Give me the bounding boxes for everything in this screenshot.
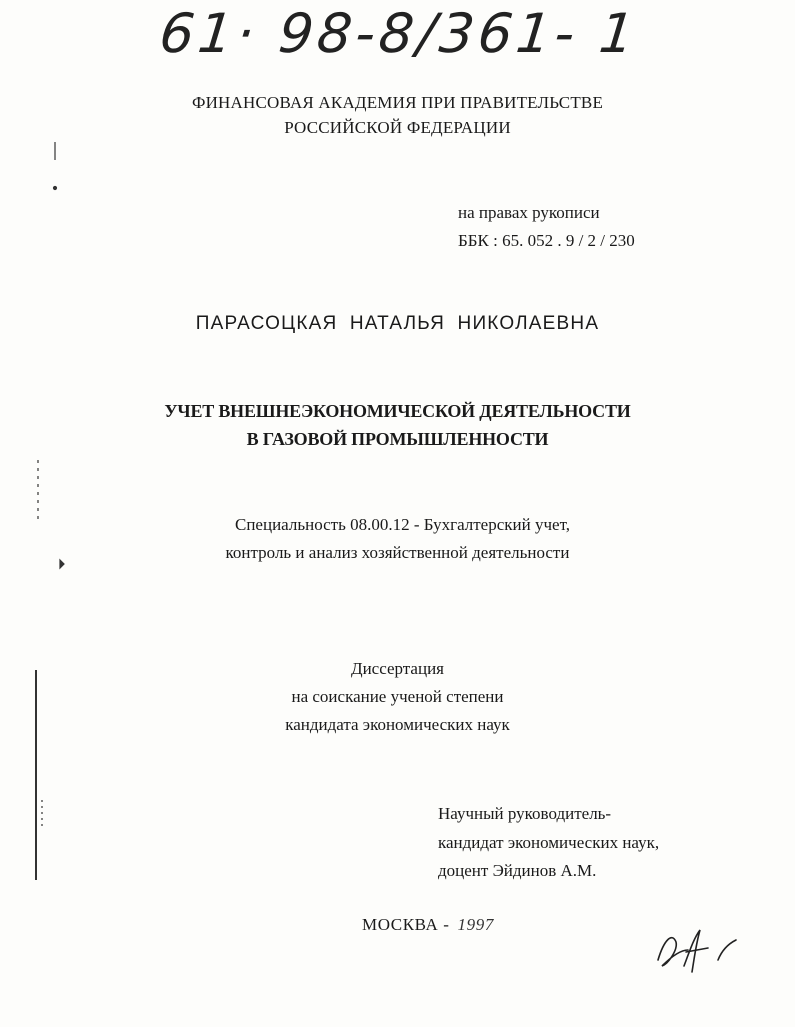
handwritten-catalog-number: 61· 98-8/361- 1 (156, 2, 642, 65)
specialty-block (0, 511, 795, 567)
bbk-code: ББК : 65. 052 . 9 / 2 / 230 (458, 231, 635, 250)
handwritten-signature (650, 920, 740, 980)
institution-line-2: РОССИЙСКОЙ ФЕДЕРАЦИИ (284, 118, 511, 137)
specialty-line-2: контроль и анализ хозяйственной деятельности (225, 543, 570, 562)
supervisor-role: Научный руководитель- (438, 804, 612, 823)
manuscript-rights-block (458, 199, 635, 255)
city: МОСКВА - (362, 915, 450, 934)
degree-line-2: на соискание ученой степени (291, 687, 504, 706)
supervisor-block (438, 800, 659, 886)
degree-line-1: Диссертация (350, 659, 444, 678)
specialty-line-1: Специальность 08.00.12 - Бухгалтерский учет, (235, 515, 570, 534)
city-year (362, 915, 494, 935)
dissertation-title (0, 397, 795, 453)
title-line-1: УЧЕТ ВНЕШНЕЭКОНОМИЧЕСКОЙ ДЕЯТЕЛЬНОСТИ (164, 401, 631, 421)
supervisor-name: доцент Эйдинов А.М. (438, 861, 597, 880)
manuscript-rights-text: на правах рукописи (458, 203, 600, 222)
author-name: ПАРАСОЦКАЯ НАТАЛЬЯ НИКОЛАЕВНА (195, 313, 600, 334)
supervisor-degree: кандидат экономических наук, (438, 832, 660, 852)
institution-name (0, 90, 795, 140)
institution-line-1: ФИНАНСОВАЯ АКАДЕМИЯ ПРИ ПРАВИТЕЛЬСТВЕ (191, 93, 604, 112)
year: 1997 (457, 915, 494, 934)
title-line-2: В ГАЗОВОЙ ПРОМЫШЛЕННОСТИ (246, 429, 549, 449)
degree-block (0, 655, 795, 739)
degree-line-3: кандидата экономических наук (285, 715, 510, 734)
